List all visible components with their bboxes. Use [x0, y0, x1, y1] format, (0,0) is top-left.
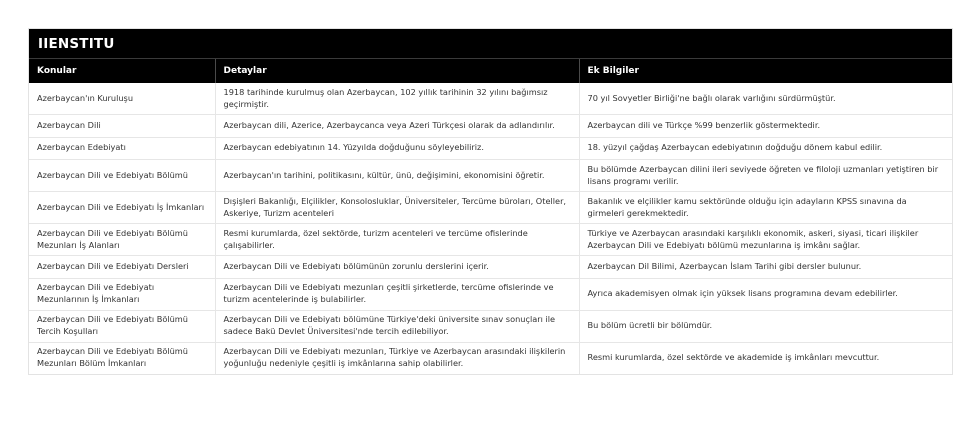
table-row [29, 160, 952, 192]
table-row [29, 83, 952, 115]
info-table [29, 59, 952, 374]
cell-topic: Azerbaycan Dili ve Edebiyatı Bölümü Mezunları İş Alanları [29, 224, 215, 256]
cell-detail: Azerbaycan edebiyatının 14. Yüzyılda doğduğunu söyleyebiliriz. [215, 137, 579, 160]
table-row [29, 115, 952, 138]
cell-extra: Resmi kurumlarda, özel sektörde ve akademide iş imkânları mevcuttur. [587, 352, 880, 363]
cell-extra: Azerbaycan Dil Bilimi, Azerbaycan İslam Tarihi gibi dersler bulunur. [579, 256, 952, 279]
cell-extra: Türkiye ve Azerbaycan arasındaki karşılıklı ekonomik, askeri, siyasi, ticari ilişkiler Azerbaycan Dili ve Edebiyatı bölümü mezunlarına iş imkânı sağlar. [579, 224, 952, 256]
cell-detail: Azerbaycan Dili ve Edebiyatı bölümünün zorunlu derslerini içerir. [215, 256, 579, 279]
table-row [29, 256, 952, 279]
column-header-details: Detaylar [215, 59, 579, 83]
cell-topic: Azerbaycan Dili [29, 115, 215, 138]
cell-detail: Azerbaycan Dili ve Edebiyatı mezunları, Türkiye ve Azerbaycan arasındaki ilişkilerin yoğunluğu nedeniyle çeşitli iş imkânlarına sahip olabilirler. [215, 342, 579, 374]
table-row [29, 137, 952, 160]
cell-detail: Resmi kurumlarda, özel sektörde, turizm acenteleri ve tercüme ofislerinde çalışabilirler. [215, 224, 579, 256]
cell-topic: Azerbaycan Dili ve Edebiyatı Dersleri [29, 256, 215, 279]
cell-extra: 70 yıl Sovyetler Birliği'ne bağlı olarak varlığını sürdürmüştür. [579, 83, 952, 115]
column-header-extra: Ek Bilgiler [579, 59, 952, 83]
table-row [29, 278, 952, 310]
cell-topic: Azerbaycan Edebiyatı [29, 137, 215, 160]
cell-extra: Azerbaycan dili ve Türkçe %99 benzerlik göstermektedir. [579, 115, 952, 138]
cell-topic: Azerbaycan Dili ve Edebiyatı Bölümü Tercih Koşulları [29, 310, 215, 342]
table-row [29, 224, 952, 256]
cell-topic: Azerbaycan Dili ve Edebiyatı Mezunlarının İş İmkanları [29, 278, 215, 310]
cell-detail: Azerbaycan dili, Azerice, Azerbaycanca veya Azeri Türkçesi olarak da adlandırılır. [215, 115, 579, 138]
cell-detail: Azerbaycan Dili ve Edebiyatı mezunları çeşitli şirketlerde, tercüme ofislerinde ve turizm acentelerinde iş bulabilirler. [215, 278, 579, 310]
column-header-topics: Konular [29, 59, 215, 83]
table-row [29, 342, 952, 374]
cell-detail: Dışişleri Bakanlığı, Elçilikler, Konsolosluklar, Üniversiteler, Tercüme büroları, Oteller, Askeriye, Turizm acenteleri [215, 192, 579, 224]
cell-topic: Azerbaycan'ın Kuruluşu [29, 83, 215, 115]
cell-extra: Ayrıca akademisyen olmak için yüksek lisans programına devam edebilirler. [579, 278, 952, 310]
cell-extra: Bu bölüm ücretli bir bölümdür. [579, 310, 952, 342]
cell-extra: Bu bölümde Azerbaycan dilini ileri seviyede öğreten ve filoloji uzmanları yetiştiren bir lisans programı verilir. [579, 160, 952, 192]
cell-extra: Bakanlık ve elçilikler kamu sektöründe olduğu için adayların KPSS sınavına da girmeleri gerekmektedir. [579, 192, 952, 224]
cell-extra: 18. yüzyıl çağdaş Azerbaycan edebiyatının doğduğu dönem kabul edilir. [579, 137, 952, 160]
cell-topic: Azerbaycan Dili ve Edebiyatı İş İmkanları [29, 192, 215, 224]
table-row [29, 192, 952, 224]
cell-detail: 1918 tarihinde kurulmuş olan Azerbaycan, 102 yıllık tarihinin 32 yılını bağımsız geçirmiştir. [215, 83, 579, 115]
brand-title: IIENSTITU [29, 29, 952, 59]
table-header-row [29, 59, 952, 83]
cell-topic: Azerbaycan Dili ve Edebiyatı Bölümü Mezunları Bölüm İmkanları [29, 342, 215, 374]
table-row [29, 310, 952, 342]
cell-topic: Azerbaycan Dili ve Edebiyatı Bölümü [29, 160, 215, 192]
cell-detail: Azerbaycan Dili ve Edebiyatı bölümüne Türkiye'deki üniversite sınav sonuçları ile sadece Bakü Devlet Üniversitesi'nde tercih edilebiliyor. [215, 310, 579, 342]
cell-detail: Azerbaycan'ın tarihini, politikasını, kültür, ünü, değişimini, ekonomisini öğretir. [215, 160, 579, 192]
info-table-card [28, 28, 953, 375]
